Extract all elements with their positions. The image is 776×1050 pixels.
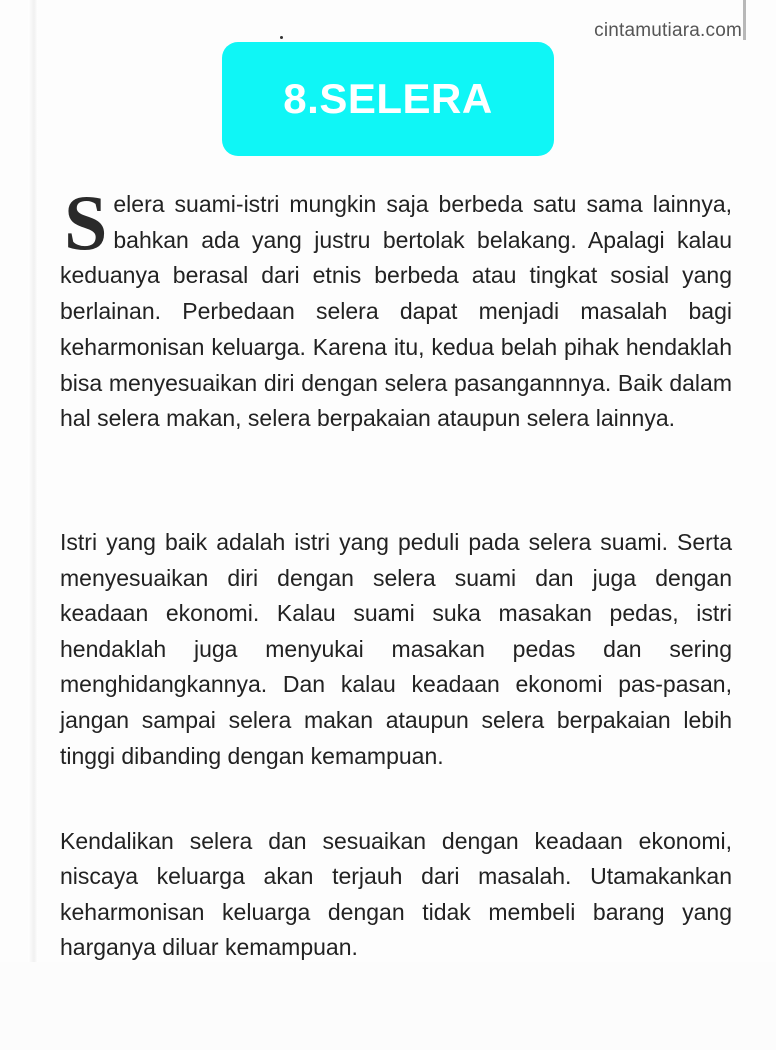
paragraph-3: Kendalikan selera dan sesuaikan dengan keadaan ekonomi, niscaya keluarga akan terjauh dari masalah. Utamakankan keharmonisan keluarga dengan tidak membeli barang yang harganya diluar kemampuan. [60, 828, 732, 960]
print-speck [280, 36, 283, 39]
title-banner [222, 42, 554, 156]
drop-cap-letter: S [64, 179, 108, 266]
page-edge-mark [743, 0, 746, 40]
paragraph-1-text: elera suami-istri mungkin saja berbeda satu sama lainnya, bahkan ada yang justru bertolak belakang. Apalagi kalau keduanya berasal dari etnis berbeda atau tingkat sosial yang berlainan. Perbedaan selera dapat menjadi masalah bagi keharmonisan keluarga. Karena itu, kedua belah pihak hendaklah bisa menyesuaikan diri dengan selera pasangannnya. Baik dalam hal selera makan, selera berpakaian ataupun selera lainnya. [60, 191, 732, 432]
paragraph-1 [60, 179, 732, 437]
watermark: cintamutiara.com [594, 20, 742, 41]
paragraph-2: Istri yang baik adalah istri yang peduli pada selera suami. Serta menyesuaikan diri dengan selera suami dan juga dengan keadaan ekonomi. Kalau suami suka masakan pedas, istri hendaklah juga menyukai masakan pedas dan sering menghidangkannya. Dan kalau keadaan ekonomi pas-pasan, jangan sampai selera makan ataupun selera berpakaian lebih tinggi dibanding dengan kemampuan. [60, 529, 732, 769]
scan-shadow [28, 0, 38, 1050]
page-title: 8.SELERA [283, 75, 493, 122]
page-bottom-margin [0, 962, 776, 1050]
